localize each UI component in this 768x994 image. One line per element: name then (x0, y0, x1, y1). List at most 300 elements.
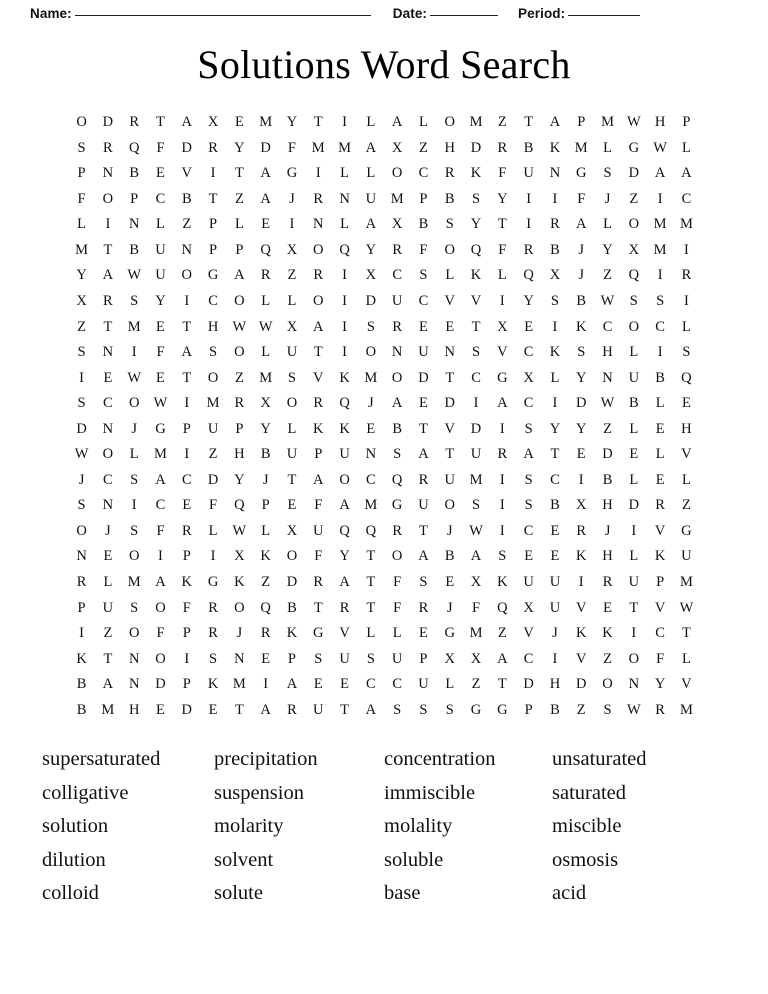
grid-cell[interactable]: M (101, 701, 115, 718)
grid-cell[interactable]: A (181, 344, 193, 361)
grid-cell[interactable]: B (655, 369, 665, 386)
grid-cell[interactable]: A (181, 114, 193, 131)
grid-cell[interactable]: Y (260, 420, 271, 437)
grid-cell[interactable]: M (206, 395, 220, 412)
grid-cell[interactable]: Z (681, 497, 691, 514)
grid-cell[interactable]: F (498, 165, 507, 182)
grid-cell[interactable]: Y (602, 241, 613, 258)
grid-cell[interactable]: T (313, 599, 323, 616)
grid-cell[interactable]: I (499, 497, 505, 514)
grid-cell[interactable]: S (314, 650, 323, 667)
grid-cell[interactable]: C (418, 165, 429, 182)
grid-cell[interactable]: Y (654, 676, 666, 693)
grid-cell[interactable]: J (131, 420, 137, 437)
grid-cell[interactable]: O (128, 548, 140, 565)
grid-cell[interactable]: O (128, 395, 140, 412)
grid-cell[interactable]: E (655, 471, 665, 488)
grid-cell[interactable]: K (497, 574, 508, 591)
grid-cell[interactable]: Q (497, 599, 508, 616)
grid-cell[interactable]: B (392, 420, 402, 437)
grid-cell[interactable]: U (286, 446, 298, 463)
grid-cell[interactable]: Y (365, 241, 377, 258)
word-list-item[interactable]: suspension (214, 781, 304, 804)
grid-cell[interactable]: U (549, 574, 561, 591)
grid-cell[interactable]: R (418, 599, 429, 616)
grid-cell[interactable]: Z (471, 676, 481, 693)
grid-cell[interactable]: I (631, 625, 637, 642)
grid-cell[interactable]: G (470, 701, 482, 718)
grid-cell[interactable]: Q (339, 395, 350, 412)
grid-cell[interactable]: L (629, 344, 639, 361)
grid-cell[interactable]: N (102, 344, 114, 361)
grid-cell[interactable]: L (261, 522, 271, 539)
grid-cell[interactable]: Q (260, 241, 271, 258)
grid-cell[interactable]: C (523, 395, 534, 412)
grid-cell[interactable]: U (628, 574, 640, 591)
grid-cell[interactable]: Y (549, 420, 561, 437)
grid-cell[interactable]: D (575, 395, 587, 412)
grid-cell[interactable]: R (497, 139, 508, 156)
grid-cell[interactable]: F (656, 650, 665, 667)
grid-cell[interactable]: E (261, 216, 271, 233)
grid-cell[interactable]: W (232, 318, 247, 335)
grid-cell[interactable]: S (77, 344, 86, 361)
grid-cell[interactable]: R (392, 318, 402, 335)
grid-cell[interactable]: M (127, 318, 141, 335)
grid-cell[interactable]: L (681, 471, 691, 488)
grid-cell[interactable]: P (524, 701, 533, 718)
grid-cell[interactable]: V (181, 165, 193, 182)
grid-cell[interactable]: T (629, 599, 639, 616)
grid-cell[interactable]: V (444, 293, 455, 310)
grid-cell[interactable]: Z (603, 650, 612, 667)
grid-cell[interactable]: K (339, 420, 350, 437)
grid-cell[interactable]: K (654, 548, 666, 565)
grid-cell[interactable]: B (576, 293, 587, 310)
grid-cell[interactable]: S (445, 701, 454, 718)
grid-cell[interactable]: I (263, 676, 269, 693)
grid-cell[interactable]: C (392, 267, 402, 284)
grid-cell[interactable]: C (366, 676, 376, 693)
grid-cell[interactable]: E (261, 650, 271, 667)
grid-cell[interactable]: W (600, 293, 615, 310)
grid-cell[interactable]: V (313, 369, 324, 386)
grid-cell[interactable]: T (471, 318, 481, 335)
grid-cell[interactable]: B (76, 676, 87, 693)
grid-cell[interactable]: J (236, 625, 243, 642)
grid-cell[interactable]: R (234, 395, 245, 412)
grid-cell[interactable]: D (523, 676, 534, 693)
grid-cell[interactable]: M (390, 190, 404, 207)
grid-cell[interactable]: A (418, 548, 429, 565)
grid-cell[interactable]: O (181, 267, 193, 284)
grid-cell[interactable]: A (260, 701, 271, 718)
grid-cell[interactable]: R (576, 522, 587, 539)
grid-cell[interactable]: T (681, 625, 691, 642)
grid-cell[interactable]: T (340, 701, 349, 718)
grid-cell[interactable]: A (286, 676, 298, 693)
grid-cell[interactable]: Z (182, 216, 192, 233)
grid-cell[interactable]: S (419, 267, 428, 284)
word-list-item[interactable]: osmosis (552, 848, 619, 871)
grid-cell[interactable]: N (365, 446, 377, 463)
grid-cell[interactable]: T (208, 190, 218, 207)
grid-cell[interactable]: Y (234, 139, 245, 156)
grid-cell[interactable]: A (339, 497, 350, 514)
grid-cell[interactable]: G (575, 165, 587, 182)
grid-cell[interactable]: A (365, 139, 377, 156)
grid-cell[interactable]: L (445, 676, 455, 693)
grid-cell[interactable]: R (444, 165, 455, 182)
grid-cell[interactable]: V (681, 676, 692, 693)
grid-cell[interactable]: H (681, 420, 692, 437)
grid-cell[interactable]: W (232, 522, 247, 539)
grid-cell[interactable]: F (314, 548, 323, 565)
grid-cell[interactable]: C (655, 625, 665, 642)
grid-cell[interactable]: D (260, 139, 271, 156)
grid-cell[interactable]: F (156, 139, 165, 156)
grid-cell[interactable]: Z (576, 701, 586, 718)
grid-cell[interactable]: I (131, 497, 137, 514)
grid-cell[interactable]: O (234, 344, 245, 361)
grid-cell[interactable]: E (366, 420, 376, 437)
grid-cell[interactable]: Y (523, 293, 534, 310)
grid-cell[interactable]: X (391, 139, 403, 156)
grid-cell[interactable]: O (628, 216, 640, 233)
grid-cell[interactable]: L (655, 395, 665, 412)
grid-cell[interactable]: S (366, 318, 375, 335)
grid-cell[interactable]: F (393, 599, 402, 616)
grid-cell[interactable]: A (339, 574, 350, 591)
grid-cell[interactable]: Y (497, 190, 508, 207)
grid-cell[interactable]: I (499, 420, 505, 437)
grid-cell[interactable]: E (655, 420, 665, 437)
grid-cell[interactable]: P (182, 420, 191, 437)
grid-cell[interactable]: I (342, 293, 347, 310)
grid-cell[interactable]: U (444, 471, 455, 488)
word-list-item[interactable]: colligative (42, 781, 129, 804)
grid-cell[interactable]: N (102, 165, 114, 182)
grid-cell[interactable]: R (181, 522, 192, 539)
grid-cell[interactable]: E (445, 574, 455, 591)
grid-cell[interactable]: O (286, 395, 298, 412)
grid-cell[interactable]: K (602, 625, 613, 642)
grid-cell[interactable]: I (499, 471, 505, 488)
grid-cell[interactable]: P (577, 114, 586, 131)
grid-cell[interactable]: F (577, 190, 586, 207)
grid-cell[interactable]: A (102, 676, 114, 693)
grid-cell[interactable]: P (182, 625, 191, 642)
grid-cell[interactable]: L (681, 318, 691, 335)
grid-cell[interactable]: L (129, 446, 139, 463)
grid-cell[interactable]: C (155, 190, 166, 207)
grid-cell[interactable]: O (234, 599, 245, 616)
grid-cell[interactable]: K (76, 650, 87, 667)
grid-cell[interactable]: S (287, 369, 296, 386)
grid-cell[interactable]: V (575, 599, 587, 616)
grid-cell[interactable]: P (209, 216, 218, 233)
grid-cell[interactable]: X (470, 650, 482, 667)
grid-cell[interactable]: P (235, 420, 244, 437)
word-list-item[interactable]: immiscible (384, 781, 476, 804)
grid-cell[interactable]: W (600, 395, 615, 412)
grid-cell[interactable]: I (158, 548, 163, 565)
grid-cell[interactable]: P (261, 497, 270, 514)
grid-cell[interactable]: H (234, 446, 245, 463)
grid-cell[interactable]: O (234, 293, 245, 310)
grid-cell[interactable]: O (102, 190, 114, 207)
grid-cell[interactable]: T (313, 344, 323, 361)
grid-cell[interactable]: E (629, 446, 639, 463)
grid-cell[interactable]: X (286, 522, 298, 539)
word-list-item[interactable]: supersaturated (42, 748, 161, 771)
grid-cell[interactable]: R (523, 241, 534, 258)
grid-cell[interactable]: R (418, 471, 429, 488)
grid-cell[interactable]: V (654, 599, 666, 616)
grid-cell[interactable]: W (626, 114, 641, 131)
grid-cell[interactable]: M (364, 497, 378, 514)
grid-cell[interactable]: L (366, 625, 376, 642)
grid-cell[interactable]: G (155, 420, 166, 437)
grid-cell[interactable]: U (155, 241, 166, 258)
grid-cell[interactable]: I (184, 446, 190, 463)
grid-cell[interactable]: X (549, 267, 561, 284)
grid-cell[interactable]: I (79, 369, 84, 386)
grid-cell[interactable]: U (391, 293, 403, 310)
grid-cell[interactable]: R (313, 190, 324, 207)
grid-cell[interactable]: S (130, 471, 139, 488)
grid-cell[interactable]: S (77, 395, 86, 412)
grid-cell[interactable]: O (155, 599, 166, 616)
grid-cell[interactable]: M (469, 114, 483, 131)
grid-cell[interactable]: T (366, 599, 376, 616)
grid-cell[interactable]: O (76, 522, 87, 539)
grid-cell[interactable]: Z (603, 420, 612, 437)
grid-cell[interactable]: M (653, 241, 667, 258)
grid-cell[interactable]: I (131, 344, 137, 361)
grid-cell[interactable]: E (524, 548, 534, 565)
grid-cell[interactable]: I (657, 344, 663, 361)
grid-cell[interactable]: K (339, 369, 350, 386)
grid-cell[interactable]: L (366, 165, 376, 182)
grid-cell[interactable]: E (603, 599, 612, 616)
grid-cell[interactable]: V (654, 522, 666, 539)
grid-cell[interactable]: A (497, 650, 508, 667)
grid-cell[interactable]: X (523, 369, 534, 386)
grid-cell[interactable]: X (523, 599, 534, 616)
grid-cell[interactable]: A (313, 471, 324, 488)
grid-cell[interactable]: E (681, 395, 691, 412)
grid-cell[interactable]: K (286, 625, 298, 642)
grid-cell[interactable]: A (418, 446, 429, 463)
grid-cell[interactable]: X (76, 293, 87, 310)
grid-cell[interactable]: T (497, 676, 507, 693)
grid-cell[interactable]: Z (234, 369, 244, 386)
grid-cell[interactable]: S (366, 650, 375, 667)
grid-cell[interactable]: T (313, 114, 323, 131)
grid-cell[interactable]: T (182, 369, 192, 386)
grid-cell[interactable]: T (366, 574, 376, 591)
grid-cell[interactable]: R (103, 293, 113, 310)
grid-cell[interactable]: S (130, 522, 139, 539)
grid-cell[interactable]: M (338, 139, 351, 156)
grid-cell[interactable]: E (445, 318, 455, 335)
grid-cell[interactable]: U (418, 676, 429, 693)
grid-cell[interactable]: Q (339, 522, 350, 539)
grid-cell[interactable]: T (156, 114, 165, 131)
grid-cell[interactable]: W (258, 318, 273, 335)
grid-cell[interactable]: R (208, 599, 218, 616)
grid-cell[interactable]: W (626, 701, 641, 718)
grid-cell[interactable]: U (286, 344, 298, 361)
grid-cell[interactable]: E (156, 318, 165, 335)
grid-cell[interactable]: R (313, 574, 324, 591)
grid-cell[interactable]: N (628, 676, 640, 693)
grid-cell[interactable]: O (339, 471, 350, 488)
grid-cell[interactable]: U (628, 369, 640, 386)
grid-cell[interactable]: P (77, 165, 86, 182)
grid-cell[interactable]: A (681, 165, 692, 182)
grid-cell[interactable]: B (287, 599, 297, 616)
grid-cell[interactable]: F (156, 522, 165, 539)
grid-cell[interactable]: M (311, 139, 325, 156)
grid-cell[interactable]: E (103, 369, 113, 386)
grid-cell[interactable]: D (628, 497, 640, 514)
grid-cell[interactable]: O (365, 344, 377, 361)
grid-cell[interactable]: F (314, 497, 323, 514)
grid-cell[interactable]: J (105, 522, 111, 539)
grid-cell[interactable]: Z (77, 318, 87, 335)
grid-cell[interactable]: W (127, 369, 142, 386)
grid-cell[interactable]: U (102, 599, 114, 616)
grid-cell[interactable]: P (287, 650, 296, 667)
grid-cell[interactable]: M (574, 139, 588, 156)
grid-cell[interactable]: T (524, 114, 534, 131)
grid-cell[interactable]: X (628, 241, 640, 258)
grid-cell[interactable]: C (681, 190, 692, 207)
grid-cell[interactable]: A (313, 318, 324, 335)
grid-cell[interactable]: M (154, 446, 167, 463)
grid-cell[interactable]: G (444, 625, 455, 642)
grid-cell[interactable]: S (130, 293, 139, 310)
grid-cell[interactable]: A (155, 574, 166, 591)
grid-cell[interactable]: R (497, 446, 508, 463)
grid-cell[interactable]: C (155, 497, 166, 514)
grid-cell[interactable]: U (418, 344, 429, 361)
grid-cell[interactable]: P (77, 599, 86, 616)
grid-cell[interactable]: D (155, 676, 166, 693)
grid-cell[interactable]: A (155, 471, 166, 488)
grid-cell[interactable]: S (130, 599, 139, 616)
grid-cell[interactable]: R (208, 625, 218, 642)
grid-cell[interactable]: E (208, 701, 218, 718)
grid-cell[interactable]: Y (339, 548, 350, 565)
grid-cell[interactable]: L (103, 574, 113, 591)
grid-cell[interactable]: Z (497, 114, 507, 131)
grid-cell[interactable]: R (208, 139, 218, 156)
word-list-item[interactable]: precipitation (214, 748, 318, 771)
grid-cell[interactable]: X (575, 497, 587, 514)
grid-cell[interactable]: E (419, 625, 428, 642)
grid-cell[interactable]: W (74, 446, 89, 463)
grid-cell[interactable]: D (102, 114, 114, 131)
grid-cell[interactable]: S (524, 497, 533, 514)
grid-cell[interactable]: U (339, 446, 350, 463)
grid-cell[interactable]: I (342, 114, 347, 131)
grid-cell[interactable]: F (287, 139, 296, 156)
grid-cell[interactable]: M (127, 574, 141, 591)
grid-cell[interactable]: F (419, 241, 428, 258)
grid-cell[interactable]: U (470, 446, 482, 463)
grid-cell[interactable]: Y (155, 293, 166, 310)
grid-cell[interactable]: O (391, 165, 403, 182)
word-list-item[interactable]: unsaturated (552, 748, 647, 771)
grid-cell[interactable]: J (604, 190, 611, 207)
grid-cell[interactable]: M (259, 369, 273, 386)
grid-cell[interactable]: X (207, 114, 219, 131)
grid-cell[interactable]: I (552, 190, 558, 207)
grid-cell[interactable]: S (445, 216, 454, 233)
grid-cell[interactable]: J (78, 471, 85, 488)
grid-cell[interactable]: O (628, 318, 640, 335)
grid-cell[interactable]: Z (261, 574, 271, 591)
grid-cell[interactable]: I (473, 395, 479, 412)
grid-cell[interactable]: S (393, 701, 402, 718)
grid-cell[interactable]: S (77, 139, 86, 156)
grid-cell[interactable]: H (207, 318, 219, 335)
grid-cell[interactable]: O (155, 650, 166, 667)
grid-cell[interactable]: B (76, 701, 87, 718)
grid-cell[interactable]: Q (523, 267, 534, 284)
grid-cell[interactable]: I (105, 216, 111, 233)
word-list-item[interactable]: solvent (214, 848, 274, 871)
grid-cell[interactable]: G (628, 139, 640, 156)
grid-cell[interactable]: V (681, 446, 692, 463)
grid-cell[interactable]: X (391, 216, 403, 233)
grid-cell[interactable]: A (102, 267, 114, 284)
grid-cell[interactable]: K (575, 318, 587, 335)
grid-cell[interactable]: L (445, 267, 455, 284)
grid-cell[interactable]: E (419, 395, 428, 412)
grid-cell[interactable]: G (207, 267, 219, 284)
grid-cell[interactable]: F (498, 241, 507, 258)
grid-cell[interactable]: D (365, 293, 377, 310)
grid-cell[interactable]: Z (497, 625, 507, 642)
grid-cell[interactable]: H (444, 139, 455, 156)
grid-cell[interactable]: J (446, 599, 453, 616)
grid-cell[interactable]: L (655, 446, 665, 463)
grid-cell[interactable]: P (209, 241, 218, 258)
grid-cell[interactable]: S (77, 497, 86, 514)
grid-cell[interactable]: B (260, 446, 271, 463)
grid-cell[interactable]: I (184, 650, 190, 667)
grid-cell[interactable]: L (629, 471, 639, 488)
grid-cell[interactable]: E (419, 318, 428, 335)
grid-cell[interactable]: E (313, 676, 323, 693)
date-field-blank[interactable] (430, 15, 498, 16)
grid-cell[interactable]: A (470, 548, 482, 565)
grid-cell[interactable]: E (550, 548, 560, 565)
word-list-item[interactable]: soluble (384, 848, 444, 871)
grid-cell[interactable]: G (207, 574, 219, 591)
grid-cell[interactable]: T (182, 318, 192, 335)
grid-cell[interactable]: R (392, 241, 402, 258)
grid-cell[interactable]: J (262, 471, 269, 488)
grid-cell[interactable]: I (184, 293, 190, 310)
grid-cell[interactable]: E (103, 548, 113, 565)
grid-cell[interactable]: A (260, 165, 271, 182)
grid-cell[interactable]: G (391, 497, 403, 514)
